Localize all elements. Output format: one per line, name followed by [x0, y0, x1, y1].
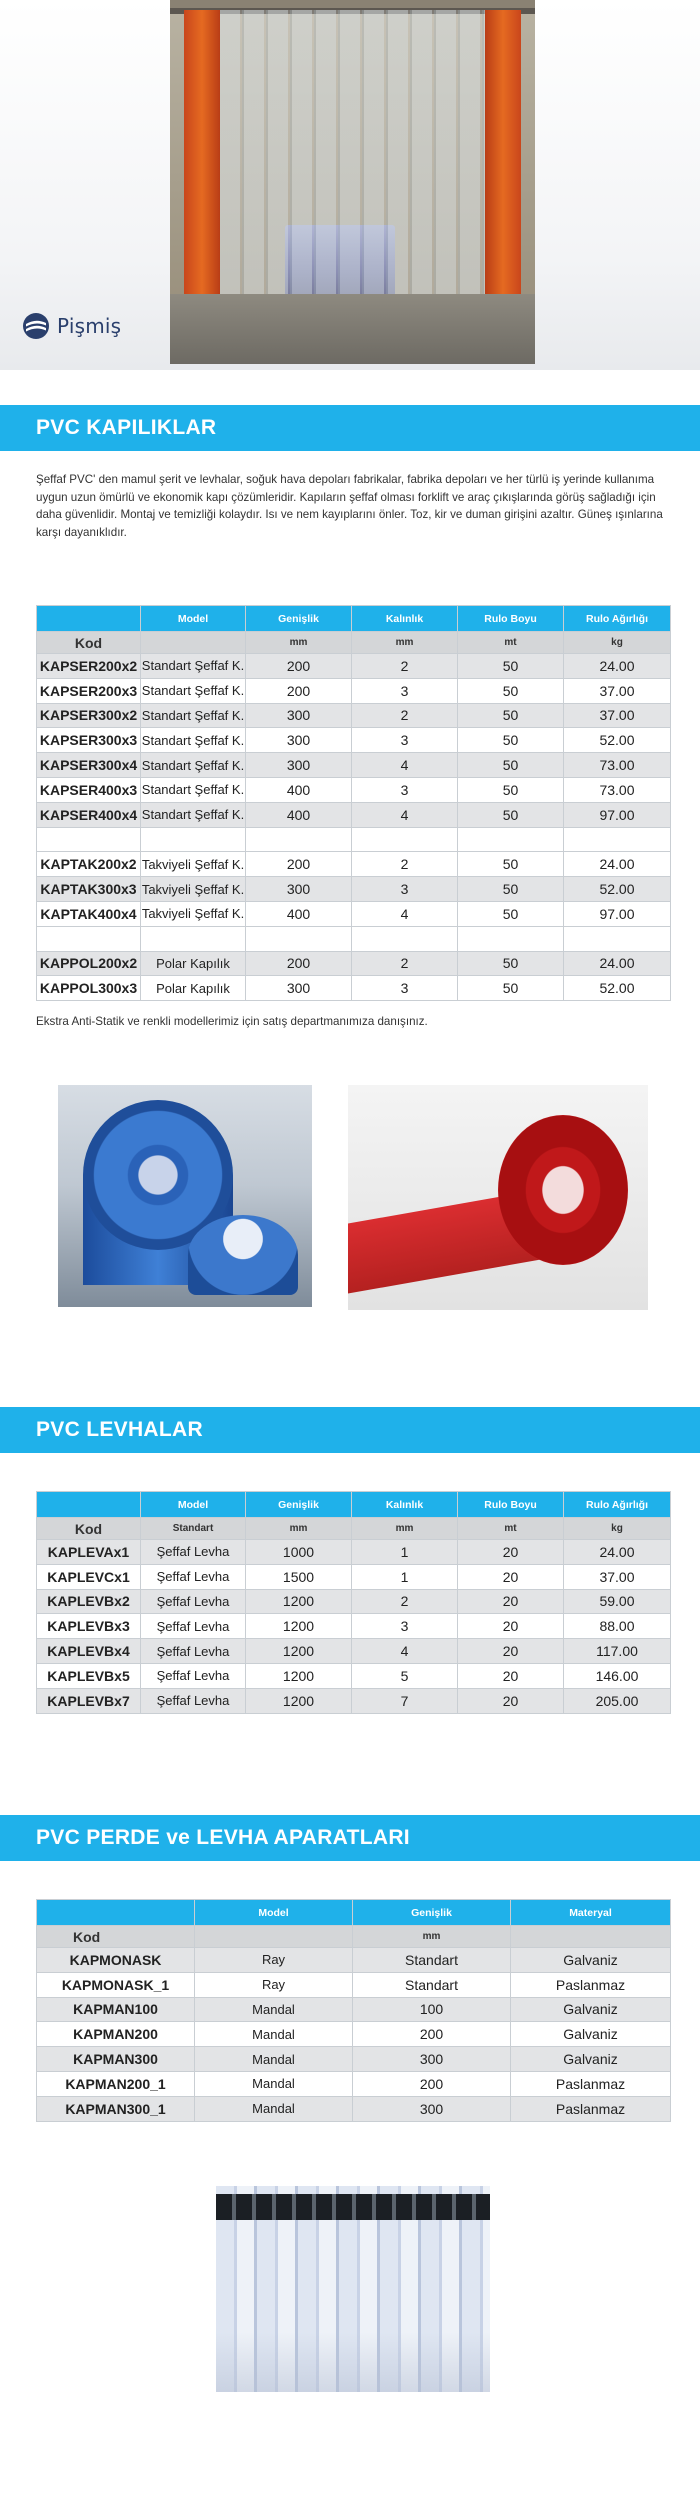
- cell-roll-weight: 24.00: [564, 654, 671, 679]
- table-spacer-row: [37, 827, 671, 852]
- cell-kod: KAPMAN300: [37, 2047, 195, 2072]
- cell-roll-weight: 97.00: [564, 901, 671, 926]
- table-row: [37, 753, 671, 778]
- cell-kod: KAPSER300x3: [37, 728, 141, 753]
- hero-banner: [0, 0, 700, 370]
- cell-thickness: 2: [352, 1589, 458, 1614]
- table-row: [37, 951, 671, 976]
- cell-thickness: 3: [352, 976, 458, 1001]
- cell-model: Standart Şeffaf K.: [141, 802, 246, 827]
- cell-width: 1200: [246, 1663, 352, 1688]
- table-row: [37, 976, 671, 1001]
- cell-width: 1000: [246, 1540, 352, 1565]
- cell-width: Standart: [353, 1948, 511, 1973]
- cell-roll-length: 50: [458, 753, 564, 778]
- table-row: [37, 2096, 671, 2121]
- table-row: [37, 703, 671, 728]
- cell-model: Takviyeli Şeffaf K.: [141, 901, 246, 926]
- table-row: [37, 2071, 671, 2096]
- cell-roll-length: 50: [458, 728, 564, 753]
- unit-width: mm: [353, 1926, 511, 1948]
- cell-roll-weight: 52.00: [564, 877, 671, 902]
- cell-thickness: 1: [352, 1540, 458, 1565]
- cell-thickness: 2: [352, 654, 458, 679]
- table-header-row: [37, 606, 671, 632]
- table-row: [37, 901, 671, 926]
- cell-kod: KAPSER400x4: [37, 802, 141, 827]
- table-row: [37, 2022, 671, 2047]
- cell-width: 200: [246, 951, 352, 976]
- cell-model: Ray: [195, 1948, 353, 1973]
- cell-roll-length: 20: [458, 1688, 564, 1713]
- section-title: PVC KAPILIKLAR: [36, 416, 217, 439]
- table-unit-row: [37, 632, 671, 654]
- col-header-roll-weight: Rulo Ağırlığı: [564, 606, 671, 632]
- cell-model: Şeffaf Levha: [141, 1540, 246, 1565]
- cell-kod: KAPLEVBx4: [37, 1639, 141, 1664]
- cell-kod: KAPTAK300x3: [37, 877, 141, 902]
- cell-roll-weight: 52.00: [564, 976, 671, 1001]
- cell-model: Şeffaf Levha: [141, 1614, 246, 1639]
- cell-thickness: 3: [352, 1614, 458, 1639]
- cell-roll-weight: 146.00: [564, 1663, 671, 1688]
- cell-roll-weight: 24.00: [564, 1540, 671, 1565]
- cell-model: Polar Kapılık: [141, 951, 246, 976]
- cell-roll-weight: 24.00: [564, 852, 671, 877]
- brand-logo-icon: [22, 312, 50, 340]
- cell-width: 1200: [246, 1688, 352, 1713]
- cell-roll-length: 50: [458, 777, 564, 802]
- cell-roll-length: 50: [458, 703, 564, 728]
- table-spacer-row: [37, 926, 671, 951]
- cell-thickness: 2: [352, 703, 458, 728]
- cell-roll-length: 50: [458, 951, 564, 976]
- table-row: [37, 678, 671, 703]
- cell-width: 300: [246, 753, 352, 778]
- cell-model: Standart Şeffaf K.: [141, 654, 246, 679]
- cell-thickness: 1: [352, 1564, 458, 1589]
- cell-model: Mandal: [195, 2022, 353, 2047]
- cell-thickness: 5: [352, 1663, 458, 1688]
- col-header-thickness: Kalınlık: [352, 606, 458, 632]
- table-row: [37, 1614, 671, 1639]
- cell-material: Galvaniz: [511, 2047, 671, 2072]
- col-header-model: Model: [195, 1900, 353, 1926]
- table-kapiliklar: [36, 605, 671, 1001]
- col-header-model: Model: [141, 606, 246, 632]
- table-unit-row: [37, 1518, 671, 1540]
- cell-roll-length: 50: [458, 976, 564, 1001]
- cell-thickness: 7: [352, 1688, 458, 1713]
- cell-width: 100: [353, 1997, 511, 2022]
- cell-roll-length: 50: [458, 877, 564, 902]
- cell-roll-length: 20: [458, 1614, 564, 1639]
- cell-width: 1200: [246, 1614, 352, 1639]
- cell-kod: KAPMAN200: [37, 2022, 195, 2047]
- table-header-row: [37, 1900, 671, 1926]
- unit-width: mm: [246, 632, 352, 654]
- unit-kod: Kod: [37, 1518, 141, 1540]
- cell-kod: KAPLEVBx2: [37, 1589, 141, 1614]
- table-unit-row: [37, 1926, 671, 1948]
- cell-roll-length: 50: [458, 678, 564, 703]
- table-row: [37, 1972, 671, 1997]
- unit-kod: Kod: [37, 632, 141, 654]
- cell-kod: KAPTAK200x2: [37, 852, 141, 877]
- cell-model: Takviyeli Şeffaf K.: [141, 877, 246, 902]
- cell-roll-length: 20: [458, 1639, 564, 1664]
- cell-thickness: 4: [352, 901, 458, 926]
- photo-red-pvc-roll: [348, 1085, 648, 1310]
- cell-kod: KAPLEVAx1: [37, 1540, 141, 1565]
- cell-model: Mandal: [195, 1997, 353, 2022]
- section-banner-levhalar: [0, 1407, 700, 1453]
- cell-model: Mandal: [195, 2071, 353, 2096]
- table-row: [37, 2047, 671, 2072]
- cell-model: Ray: [195, 1972, 353, 1997]
- cell-kod: KAPSER300x2: [37, 703, 141, 728]
- cell-width: 300: [246, 703, 352, 728]
- cell-width: 400: [246, 901, 352, 926]
- table-row: [37, 852, 671, 877]
- cell-roll-weight: 73.00: [564, 753, 671, 778]
- unit-thickness: mm: [352, 1518, 458, 1540]
- footnote: Ekstra Anti-Statik ve renkli modellerimiz için satış departmanımıza danışınız.: [36, 1015, 428, 1028]
- cell-width: 200: [246, 678, 352, 703]
- cell-thickness: 3: [352, 728, 458, 753]
- cell-material: Paslanmaz: [511, 2096, 671, 2121]
- table-row: [37, 1639, 671, 1664]
- cell-roll-length: 20: [458, 1589, 564, 1614]
- cell-width: 400: [246, 802, 352, 827]
- cell-thickness: 3: [352, 777, 458, 802]
- cell-model: Standart Şeffaf K.: [141, 753, 246, 778]
- col-header-width: Genişlik: [246, 606, 352, 632]
- cell-width: 300: [246, 976, 352, 1001]
- cell-width: 300: [353, 2096, 511, 2121]
- cell-width: 300: [246, 728, 352, 753]
- cell-kod: KAPLEVBx5: [37, 1663, 141, 1688]
- cell-kod: KAPLEVBx7: [37, 1688, 141, 1713]
- cell-width: 1200: [246, 1639, 352, 1664]
- cell-kod: KAPSER400x3: [37, 777, 141, 802]
- cell-kod: KAPPOL300x3: [37, 976, 141, 1001]
- table-row: [37, 802, 671, 827]
- cell-roll-weight: 24.00: [564, 951, 671, 976]
- cell-material: Galvaniz: [511, 2022, 671, 2047]
- table-row: [37, 1663, 671, 1688]
- cell-roll-length: 50: [458, 654, 564, 679]
- col-header-roll-length: Rulo Boyu: [458, 1492, 564, 1518]
- cell-roll-weight: 59.00: [564, 1589, 671, 1614]
- cell-model: Standart Şeffaf K.: [141, 703, 246, 728]
- cell-kod: KAPTAK400x4: [37, 901, 141, 926]
- cell-kod: KAPMONASK_1: [37, 1972, 195, 1997]
- cell-model: Standart Şeffaf K.: [141, 728, 246, 753]
- cell-width: Standart: [353, 1972, 511, 1997]
- cell-roll-weight: 37.00: [564, 678, 671, 703]
- cell-roll-weight: 73.00: [564, 777, 671, 802]
- col-header-width: Genişlik: [353, 1900, 511, 1926]
- cell-thickness: 3: [352, 678, 458, 703]
- cell-model: Polar Kapılık: [141, 976, 246, 1001]
- col-header-width: Genişlik: [246, 1492, 352, 1518]
- cell-thickness: 2: [352, 852, 458, 877]
- brand-logo: [22, 312, 121, 340]
- photo-curtain-rail-strips: [216, 2186, 490, 2392]
- hero-photo-pvc-curtain: [170, 0, 535, 364]
- cell-kod: KAPPOL200x2: [37, 951, 141, 976]
- cell-thickness: 3: [352, 877, 458, 902]
- cell-model: Takviyeli Şeffaf K.: [141, 852, 246, 877]
- unit-roll-weight: kg: [564, 1518, 671, 1540]
- unit-model: [195, 1926, 353, 1948]
- cell-kod: KAPMONASK: [37, 1948, 195, 1973]
- section-banner-aparatlar: [0, 1815, 700, 1861]
- cell-model: Standart Şeffaf K.: [141, 678, 246, 703]
- cell-thickness: 4: [352, 1639, 458, 1664]
- unit-model: Standart: [141, 1518, 246, 1540]
- table-row: [37, 1540, 671, 1565]
- table-row: [37, 728, 671, 753]
- table-row: [37, 1688, 671, 1713]
- cell-width: 200: [246, 852, 352, 877]
- cell-kod: KAPSER300x4: [37, 753, 141, 778]
- table-levhalar: [36, 1491, 671, 1714]
- cell-width: 200: [353, 2022, 511, 2047]
- intro-paragraph: Şeffaf PVC' den mamul şerit ve levhalar, soğuk hava depoları fabrikalar, fabrika depoları ve her türlü iş yerinde kullanıma uygun uzun ömürlü ve ekonomik kapı çözümleridir. Kapıların şeffaf olması forklift ve araç çıkışlarında görüş sağladığı için daha güvenlidir. Montaj ve temizliği kolaydır. Isı ve nem kayıplarını önler. Toz, kir ve duman girişini azaltır. Güneş ışınlarına karşı dayanıklıdır.: [36, 473, 663, 539]
- table-row: [37, 1589, 671, 1614]
- cell-roll-length: 50: [458, 901, 564, 926]
- unit-roll-length: mt: [458, 632, 564, 654]
- cell-kod: KAPMAN300_1: [37, 2096, 195, 2121]
- cell-kod: KAPSER200x3: [37, 678, 141, 703]
- col-header-material: Materyal: [511, 1900, 671, 1926]
- unit-roll-length: mt: [458, 1518, 564, 1540]
- cell-roll-weight: 88.00: [564, 1614, 671, 1639]
- photo-blue-pvc-rolls: [58, 1085, 312, 1307]
- cell-width: 1500: [246, 1564, 352, 1589]
- cell-thickness: 4: [352, 802, 458, 827]
- cell-material: Paslanmaz: [511, 2071, 671, 2096]
- cell-thickness: 4: [352, 753, 458, 778]
- cell-width: 300: [246, 877, 352, 902]
- cell-roll-length: 20: [458, 1564, 564, 1589]
- cell-roll-length: 20: [458, 1663, 564, 1688]
- cell-roll-length: 50: [458, 802, 564, 827]
- table-row: [37, 1997, 671, 2022]
- cell-roll-weight: 205.00: [564, 1688, 671, 1713]
- cell-kod: KAPMAN200_1: [37, 2071, 195, 2096]
- cell-material: Galvaniz: [511, 1997, 671, 2022]
- table-aparatlar: [36, 1899, 671, 2122]
- cell-width: 300: [353, 2047, 511, 2072]
- unit-kod: Kod: [37, 1926, 195, 1948]
- table-row: [37, 1948, 671, 1973]
- cell-thickness: 2: [352, 951, 458, 976]
- cell-model: Şeffaf Levha: [141, 1639, 246, 1664]
- cell-roll-length: 20: [458, 1540, 564, 1565]
- unit-thickness: mm: [352, 632, 458, 654]
- table-row: [37, 654, 671, 679]
- col-header-model: Model: [141, 1492, 246, 1518]
- cell-kod: KAPSER200x2: [37, 654, 141, 679]
- cell-kod: KAPLEVCx1: [37, 1564, 141, 1589]
- section-title: PVC LEVHALAR: [36, 1418, 203, 1441]
- hanging-rail: [216, 2194, 490, 2220]
- unit-model: [141, 632, 246, 654]
- cell-roll-weight: 117.00: [564, 1639, 671, 1664]
- cell-kod: KAPMAN100: [37, 1997, 195, 2022]
- brand-name: Pişmiş: [57, 314, 122, 338]
- unit-material: [511, 1926, 671, 1948]
- table-row: [37, 877, 671, 902]
- cell-material: Galvaniz: [511, 1948, 671, 1973]
- cell-width: 200: [246, 654, 352, 679]
- unit-roll-weight: kg: [564, 632, 671, 654]
- table-header-row: [37, 1492, 671, 1518]
- cell-roll-length: 50: [458, 852, 564, 877]
- cell-roll-weight: 37.00: [564, 703, 671, 728]
- cell-roll-weight: 97.00: [564, 802, 671, 827]
- cell-model: Mandal: [195, 2096, 353, 2121]
- cell-roll-weight: 37.00: [564, 1564, 671, 1589]
- cell-model: Şeffaf Levha: [141, 1688, 246, 1713]
- cell-model: Mandal: [195, 2047, 353, 2072]
- col-header-roll-weight: Rulo Ağırlığı: [564, 1492, 671, 1518]
- col-header-thickness: Kalınlık: [352, 1492, 458, 1518]
- col-header-roll-length: Rulo Boyu: [458, 606, 564, 632]
- cell-material: Paslanmaz: [511, 1972, 671, 1997]
- cell-width: 400: [246, 777, 352, 802]
- cell-kod: KAPLEVBx3: [37, 1614, 141, 1639]
- cell-model: Şeffaf Levha: [141, 1663, 246, 1688]
- cell-model: Standart Şeffaf K.: [141, 777, 246, 802]
- unit-width: mm: [246, 1518, 352, 1540]
- cell-model: Şeffaf Levha: [141, 1589, 246, 1614]
- table-row: [37, 777, 671, 802]
- section-banner-kapiliklar: [0, 405, 700, 451]
- cell-width: 200: [353, 2071, 511, 2096]
- cell-model: Şeffaf Levha: [141, 1564, 246, 1589]
- table-row: [37, 1564, 671, 1589]
- cell-roll-weight: 52.00: [564, 728, 671, 753]
- section-title: PVC PERDE ve LEVHA APARATLARI: [36, 1826, 410, 1849]
- cell-width: 1200: [246, 1589, 352, 1614]
